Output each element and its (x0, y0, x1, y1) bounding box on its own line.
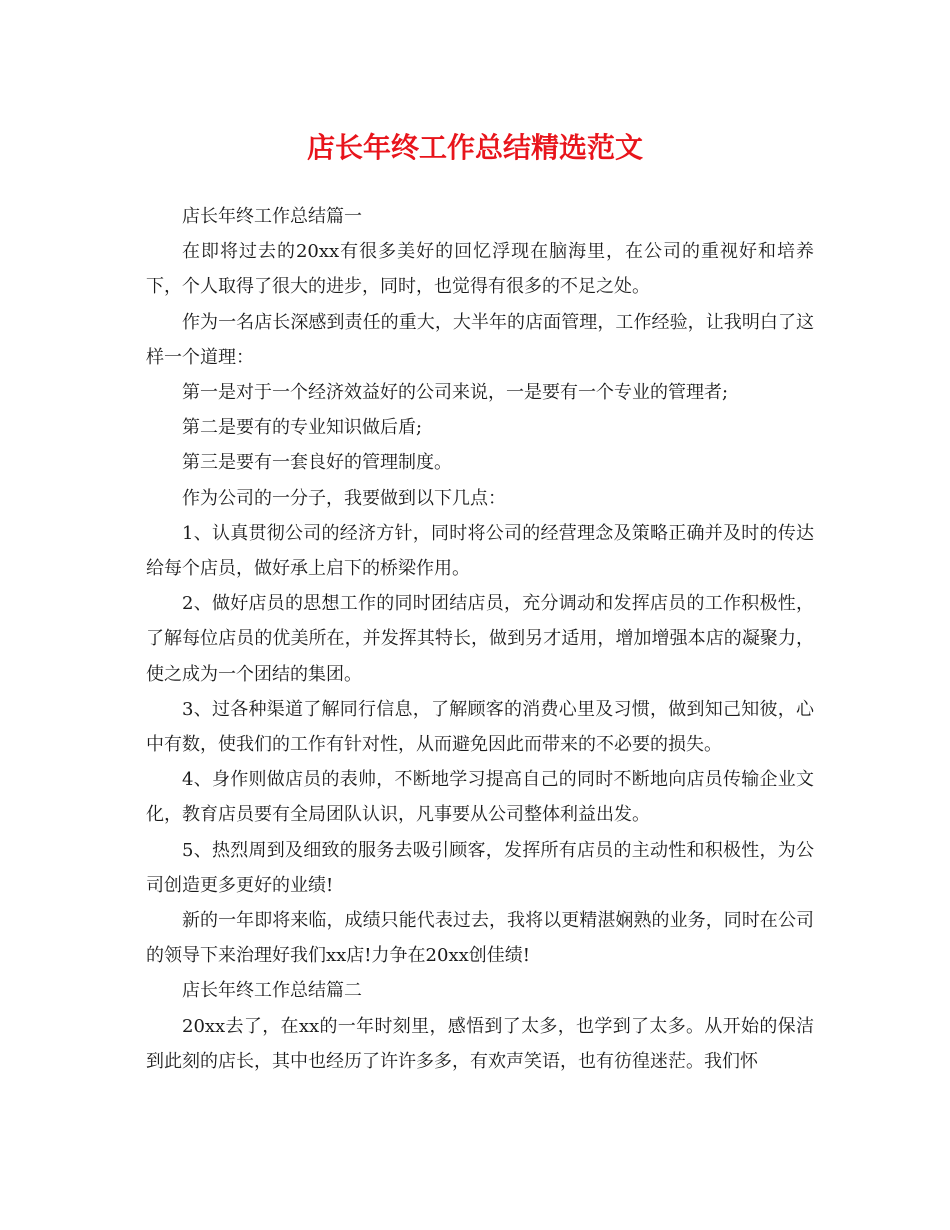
paragraph: 新的一年即将来临，成绩只能代表过去，我将以更精湛娴熟的业务，同时在公司的领导下来治理好我们xx店!力争在20xx创佳绩! (146, 910, 814, 967)
paragraph: 20xx去了，在xx的一年时刻里，感悟到了太多，也学到了太多。从开始的保洁到此刻的店长，其中也经历了许许多多，有欢声笑语，也有彷徨迷茫。我们怀 (146, 1015, 814, 1072)
paragraph: 第三是要有一套良好的管理制度。 (182, 452, 452, 474)
paragraph: 1、认真贯彻公司的经济方针，同时将公司的经营理念及策略正确并及时的传达给每个店员，做好承上启下的桥梁作用。 (146, 522, 814, 580)
paragraph: 在即将过去的20xx有很多美好的回忆浮现在脑海里，在公司的重视好和培养下，个人取得了很大的进步，同时，也觉得有很多的不足之处。 (146, 241, 814, 298)
paragraph: 3、过各种渠道了解同行信息，了解顾客的消费心里及习惯，做到知己知彼，心中有数，使我们的工作有针对性，从而避免因此而带来的不必要的损失。 (146, 698, 814, 756)
paragraph: 2、做好店员的思想工作的同时团结店员，充分调动和发挥店员的工作积极性，了解每位店员的优美所在，并发挥其特长，做到另才适用，增加增强本店的凝聚力，使之成为一个团结的集团。 (146, 593, 814, 685)
paragraph: 第二是要有的专业知识做后盾; (182, 417, 423, 439)
paragraph: 作为公司的一分子，我要做到以下几点： (182, 487, 506, 509)
paragraph: 5、热烈周到及细致的服务去吸引顾客，发挥所有店员的主动性和积极性，为公司创造更多更好的业绩! (146, 839, 814, 896)
paragraph: 作为一名店长深感到责任的重大，大半年的店面管理，工作经验，让我明白了这样一个道理： (146, 311, 814, 368)
paragraph: 4、身作则做店员的表帅，不断地学习提高自己的同时不断地向店员传输企业文化，教育店员要有全局团队认识，凡事要从公司整体利益出发。 (146, 769, 814, 826)
document-title: 店长年终工作总结精选范文 (306, 131, 643, 164)
document-body (146, 199, 814, 1079)
paragraph: 店长年终工作总结篇一 (182, 206, 362, 227)
paragraph: 店长年终工作总结篇二 (182, 980, 362, 1002)
paragraph: 第一是对于一个经济效益好的公司来说，一是要有一个专业的管理者; (182, 382, 729, 404)
